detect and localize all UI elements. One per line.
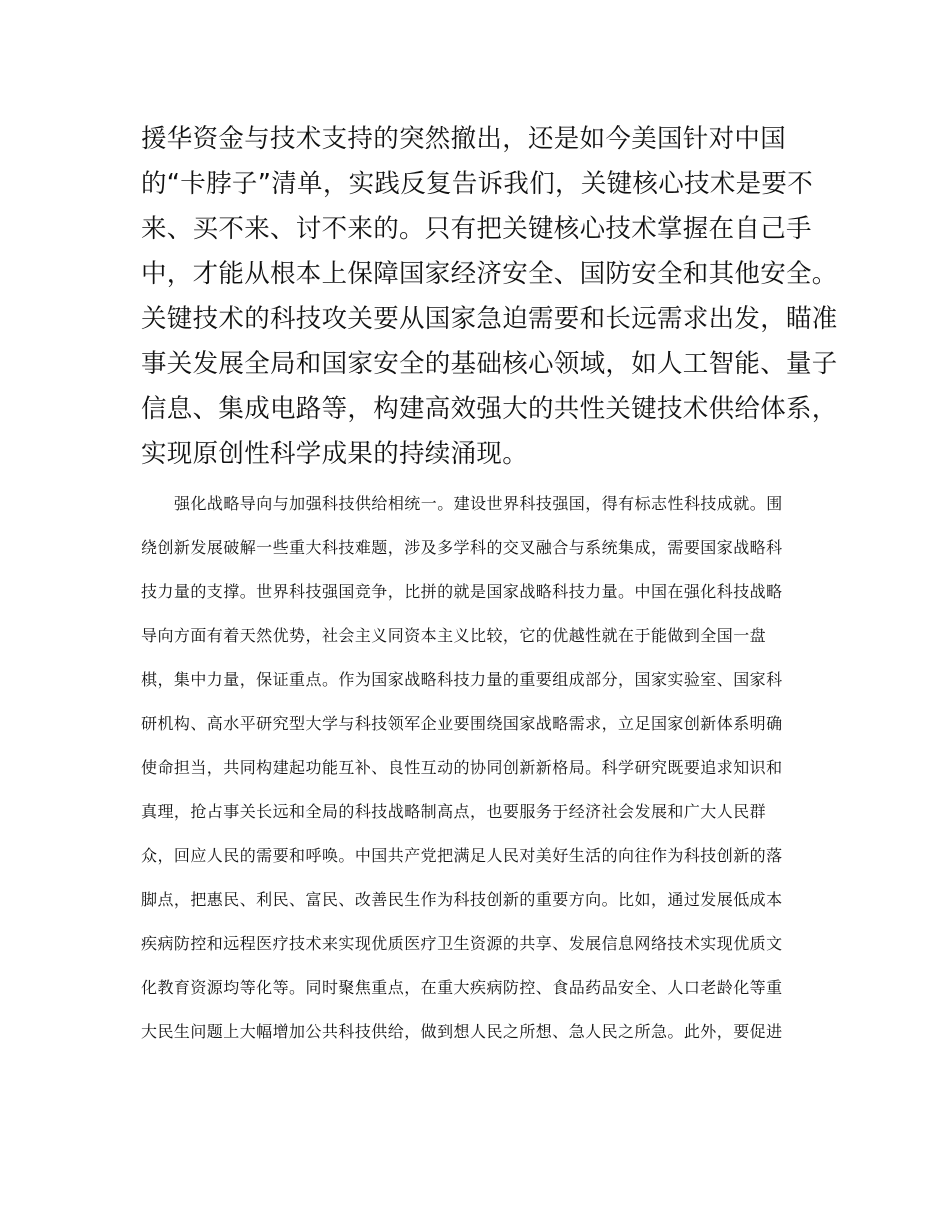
body-text-line: 化教育资源均等化等。同时聚焦重点，在重大疾病防控、食品药品安全、人口老龄化等重 [141, 978, 783, 997]
large-text-line: 实现原创性科学成果的持续涌现。 [141, 439, 529, 469]
body-text-line: 众，回应人民的需要和呼唤。中国共产党把满足人民对美好生活的向往作为科技创新的落 [141, 846, 783, 865]
body-text-line: 技力量的支撑。世界科技强国竞争，比拼的就是国家战略科技力量。中国在强化科技战略 [141, 582, 783, 601]
body-text-line: 真理，抢占事关长远和全局的科技战略制高点，也要服务于经济社会发展和广大人民群 [141, 802, 767, 821]
body-text-line: 绕创新发展破解一些重大科技难题，涉及多学科的交叉融合与系统集成，需要国家战略科 [141, 538, 783, 557]
large-text-line: 关键技术的科技攻关要从国家急迫需要和长远需求出发，瞄准 [141, 304, 838, 334]
large-text-line: 信息、集成电路等，构建高效强大的共性关键技术供给体系， [141, 394, 838, 424]
body-text-line: 使命担当，共同构建起功能互补、良性互动的协同创新新格局。科学研究既要追求知识和 [141, 758, 783, 777]
large-text-line: 中，才能从根本上保障国家经济安全、国防安全和其他安全。 [141, 259, 838, 289]
body-text-line: 研机构、高水平研究型大学与科技领军企业要围绕国家战略需求，立足国家创新体系明确 [141, 714, 783, 733]
large-text-line: 的“卡脖子”清单，实践反复告诉我们，关键核心技术是要不 [141, 169, 814, 199]
large-text-line: 来、买不来、讨不来的。只有把关键核心技术掌握在自己手 [141, 214, 812, 244]
body-text-line: 大民生问题上大幅增加公共科技供给，做到想人民之所想、急人民之所急。此外，要促进 [141, 1022, 783, 1041]
body-text-paragraph [141, 482, 813, 1054]
body-text-line: 脚点，把惠民、利民、富民、改善民生作为科技创新的重要方向。比如，通过发展低成本 [141, 890, 783, 909]
body-text-line: 疾病防控和远程医疗技术来实现优质医疗卫生资源的共享、发展信息网络技术实现优质文 [141, 934, 783, 953]
large-text-line: 事关发展全局和国家安全的基础核心领域，如人工智能、量子 [141, 349, 838, 379]
large-text-line: 援华资金与技术支持的突然撤出，还是如今美国针对中国 [141, 124, 787, 154]
body-text-line: 棋，集中力量，保证重点。作为国家战略科技力量的重要组成部分，国家实验室、国家科 [141, 670, 783, 689]
body-text-line: 强化战略导向与加强科技供给相统一。建设世界科技强国，得有标志性科技成就。围 [174, 494, 783, 513]
large-text-paragraph [141, 117, 838, 477]
body-text-line: 导向方面有着天然优势，社会主义同资本主义比较，它的优越性就在于能做到全国一盘 [141, 626, 767, 645]
